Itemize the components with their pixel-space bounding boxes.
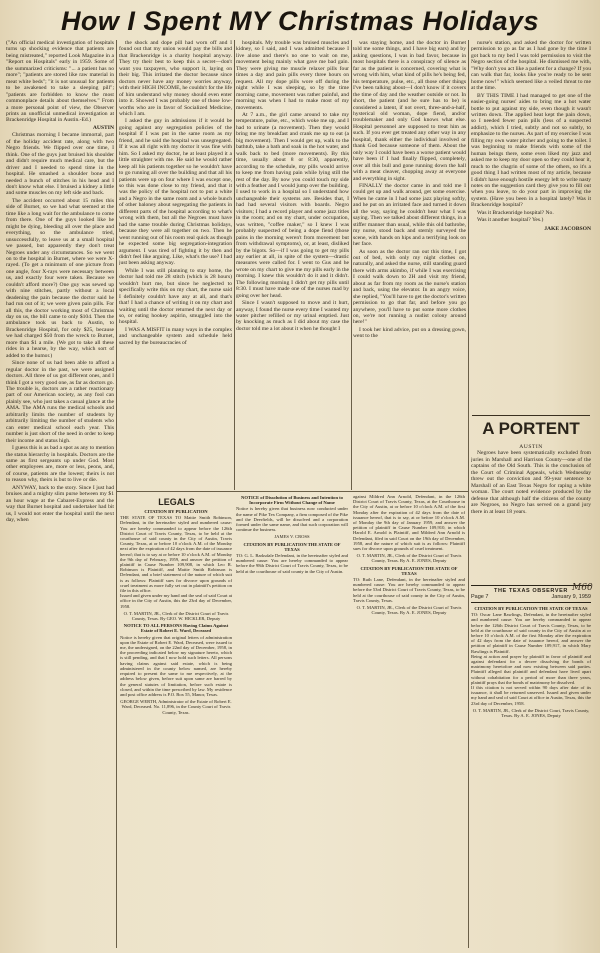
legal-signature: JAMES V. CROSS xyxy=(274,534,310,540)
article-column-1 xyxy=(6,40,114,945)
legal-heading: CITATION BY PUBLICATION xyxy=(144,509,208,514)
paragraph: BY THIS TIME I had managed to get one of the easier-going nurses' aides to bring me a hot water bottle to put against my side, even though it wasn't written down. The applied heat kept the pain down, so I needed fewer pain pills (less of a suspected addict), which I tried, subtly and not so subtly, to emphasize to the nurses. As part of my exercise I was filling my own water pitcher and going to the toilet. I was beginning to make friends with some of the human beings there, some even liked my jazz and asked me to keep my door open so they could hear it, much to the chagrin of some of the others, so it's a good thing I had written most of my article, because I didn't have enough hostile energy left to write nasty notes on the suggestion card they give you to fill out when you leave, to do your part in improving the system. (Have you been in a hospital lately? Was it Brackenridge hospital? xyxy=(471,92,591,209)
legal-text: Notice is hereby given that original letters of administration upon the Estate of Robert E. Ward, Deceased, were issued to me, the undersigned, on the 22nd day of December, 1958, in the proceeding indicated below my signature hereto, which is still pending, and that I now hold such letters. All persons having claims against said estate, which is being administered in the county below named, are hereby required to present the same to me respectively, at the address below given, before suit upon same are barred by the general statutes of limitation, before such estate is closed, and within the time prescribed by law. My residence and post office address is P.O. Box 55, Manor, Texas. xyxy=(120,634,232,697)
portent-title: A PORTENT xyxy=(472,415,590,439)
column-rule xyxy=(468,40,469,948)
paragraph: Since none of us had been able to afford a regular doctor in the past, we were assigned doctors. All three of us got different ones, and I think I got a very good one, as far as doctors go. The trouble is, doctors are a rather reactionary part of our American society, as any fool can plainly see, who just takes a casual glance at the AMA. The AMA runs the medical schools and arbitrarily limits the number of students by arbitrarily limiting the number of students who can enter medical school each year. This number is just short of the need in order to keep their income and status high. xyxy=(6,360,114,444)
editor-intro: ("An official medical investigation of hospitals turns up shocking evidence that patients are being mistreated," reported Look Magazine in a "Report on Hospitals" early in 1959. Some of the summarized criticisms: "... a patient has no more"; "patients are stored like raw material in meat white beds"; "it is not unusual for patients to be awakened to take a sleeping pill"; "patients are forbidden to know the most commonplace details about themselves." From a more personal point of view, the Observer prints an unofficial unmedical investigation at Brackenridge Hospital in Austin.-Ed.) xyxy=(6,40,114,124)
legal-signature: O. T. MARTIN, JR., Clerk of the District Court, Travis County, Texas. By A. E. JONES, Deputy xyxy=(472,707,590,719)
paragraph: Since I wasn't supposed to move and it hurt, anyway, I found the nurse every time I wanted my water pitcher refilled or my urinal emptied. Just by knocking as much as I did about my case the doctor told me a lot about it when he thought I xyxy=(236,300,349,332)
paragraph: I WAS A MISFIT in many ways in the complex and unchangeable system and schedule held sacred by the bureaucracies of xyxy=(119,326,232,346)
paragraph: While I was still planning to stay home, the doctor had told me 28 stitch (which is 28 hours) wouldn't hurt me, but since he neglected to specifically write this on my chart, the nurse said I definitely couldn't have any at all, and that's that! I had a chance of writing it on my chart and waiting until the doctor returned the next day or so, or eating hookey aspirin, smuggled into the hospital. xyxy=(119,267,232,326)
legal-heading: CITATION BY PUBLICATION THE STATE OF TEXAS xyxy=(243,541,341,552)
article-column-5 xyxy=(471,40,591,410)
article-column-4 xyxy=(353,40,466,526)
legal-text: TO: Oscar Lane Rawlings, Defendant, in the hereinafter styled and numbered cause: You are hereby commanded to appear before the 126th District Court of Travis County, Texas, to be held at the courthouse of said county in the City of Austin at or before 10 o'clock A.M. of the first Monday after the expiration of 42 days from the date of issuance hereof, and answer the petition of plaintiff in Cause Number 109,917, in which Mary Rawlings is Plaintiff. xyxy=(471,612,591,654)
paragraph: I took her kind advice, put on a dressing gown, went to the xyxy=(353,326,466,340)
legal-text: TO: Ruth Lane, Defendant, in the hereinafter styled and numbered cause: You are hereby commanded to appear before the 53rd District Court of Travis County, Texas, to be held at the courthouse of said county in the City of Austin, Travis County, Texas. xyxy=(353,577,465,603)
paragraph: Was it another hospital? Yes.) xyxy=(477,217,544,224)
article-column-3 xyxy=(236,40,349,526)
dateline: AUSTIN xyxy=(92,124,114,131)
article-column-2 xyxy=(119,40,232,526)
paragraph: At 7 a.m., the girl came around to take my temperature, pulse, etc., which woke me up, and I had to urinate (a movement). Then they would bring me my breakfast and crank me up to eat (a big movement). Then I would get up, walk to the bathtub, take a bath and soak in the hot water, and walk back to bed (more movements). By this time, usually about 8 or 8:30, apparently, according to the schedule, my pills would arrive to keep me from having pain while lying still the rest of the day. By now you could touch my side with a feather and I would jump over the building. I used to work in a hospital so I understand how unchangeable their systems are. Besides that, I had had several visitors with boards. Negro visitors; I had a record player and some jazz titles in the room; and on my chart, under occupation, was written, "coffee maker," so I knew I was probably suspected of being a dope fiend (those pains in the morning weren't from movement but from withdrawal symptoms), or, at least, disliked by the bigots. So—if I was going to get my pills any earlier at all, in spite of the system—drastic measures were called for. I went to Gus and he wrote on my chart to give me my pills early in the morning. I knew this wouldn't do it and it didn't. The following morning I didn't get my pills until 8:30. I must have made one of the nurses mad by going over her head. xyxy=(236,111,349,299)
legal-text: Issued and given under my hand and the seal of said Court at office in the City of Austin, this the 23rd day of December, 1958. xyxy=(120,593,232,609)
legal-signature: O. T. MARTIN, JR., Clerk of the District Court of Travis County, Texas. By GEO. W. HICKLER, Deputy xyxy=(123,610,229,622)
legal-heading: NOTICE TO ALL PERSONS Having Claims Against Estate of Robert E. Ward, Deceased xyxy=(123,623,229,634)
column-rule xyxy=(351,40,352,490)
legals-column-3 xyxy=(353,494,465,934)
legal-heading: NOTICE of Dissolution of Business and Intention to Incorporate Firm Without Change of Name xyxy=(241,495,343,506)
legal-text: If this citation is not served within 90 days after date of its issuance, it shall be returned unserved. Issued and given under my hand and seal of said Court at office in Austin, Texas, this the 23rd day of December, 1958. xyxy=(471,685,591,706)
paragraph: I asked the guy in admissions if it would be going against any segregation policies of the hospital if I was put in the same room as my friend, and he said the hospital was unsegregated. If it was all right with my doctor it was fine with him. So I asked my doctor, he at least played it a little straighter with me. He said he would rather keep all his patients together so he wouldn't have to go running all over the building and that all his patients were up on four where I was except one, so this was done close to my friend, and that it was the policy of the hospital not to put a white and a Negro in the same room and a whole bunch of other baloney about segregating the patients in different parts of the hospital according to what's wrong with them, but all the Negroes must have had the same trouble during Christmas holidays, because they were all together on two. Then he went running out of his room real quick as though he expected some big segregation-integration argument. I was tired of fighting it by then and didn't feel like arguing. Like, what's the use? I had just been asking anyway. xyxy=(119,118,232,267)
paragraph: Christmas morning I became immortal, part of the holiday accident rate, along with two Negro friends. We flipped over one time, I think. One of the guys just bruised his shoulder and didn't require much medical care, but the driver and I needed to spend time in the hospital. He smashed a shoulder bone and needed a bunch of stitches in his head and I don't know what else. I bruised a kidney a little and some muscles on my left side and back. xyxy=(6,132,114,197)
legal-signature: O. T. MARTIN, JR., Clerk of the District Court of Travis County, Texas. By A. E. JONES, Deputy xyxy=(356,553,462,564)
handwritten-mark: M60 xyxy=(572,583,593,593)
paragraph: Was it Brackenridge hospital? No. xyxy=(477,209,554,216)
legals-column-4 xyxy=(471,605,591,935)
page-number: Page 7 xyxy=(471,594,489,600)
legals-title: LEGALS xyxy=(158,497,195,507)
legal-signature: GEORGE WERTH, Administrator of the Estate of Robert E. Ward, Deceased. No. 11,896, in the County Court of Travis County, Texas. xyxy=(120,699,232,715)
paragraph: the shock and dope pill had worn off and I found out that my union would pay the bills and that Brackenridge is a charity hospital anyway. They try their best to keep this a secret—don't want you taxpayers, who support it, laying on their big. This irritated the doctor because since doctors never have any money worries anyway, with their HIGH INCOME, he couldn't for the life of him understand why money should even enter into it. Showed I was probably one of those low-worths who are in favor of Socialized Medicine, which I am. xyxy=(119,40,232,117)
column-rule xyxy=(234,40,235,490)
legal-text: Being at action and prayer by plaintiff in favor of plaintiff and against defendant for a decree dissolving the bonds of matrimony heretofore and now existing between said parties. Plaintiff alleged that plaintiff and defendant have lived apart without cohabitation for a period of more than three years, plaintiff prays that the bonds of matrimony be dissolved. xyxy=(471,653,591,685)
paragraph: was staying home, and the doctor in Burnet told me some things, and I have big ears) and by asking questions, I was in bad favor, because in most hospitals there is a conspiracy of silence as far as the patient is concerned, covering what is wrong with him, what kind of pills he's being fed, his temperature, pulse, etc., all those other things I've been talking about—I don't know if it covers the time of day and the weather outside or not. In short, the patient (and he sure has to be) is considered a latent, if not overt, three-and-a-half, hysterical old woman, dope fiend, and/or troublemaker and only God knows what else. Hospital personnel are supposed to treat him as such. If you ever get treated any other way in any hospital, thank either the individual involved or thank God because someone of them. About the only way I could have been a worse patient would have been if I had finally flipped, completely, over all this bull and gone running down the hall with a meat cleaver, chopping away at everyone and everything in sight. xyxy=(353,40,466,182)
legals-column-2 xyxy=(236,494,348,934)
legal-text: Notice is hereby given that business now conducted under the name of Pike Tex Company, a firm composed of the Pike and the Deerfields, will be dissolved and a corporation formed under the same name, and that such corporation will continue the business. xyxy=(236,506,348,533)
legal-heading: CITATION BY PUBLICATION THE STATE OF TEXAS xyxy=(474,606,588,611)
legal-text: against Mildred Ann Arnold, Defendant, in the 126th District Court of Travis County, Texas, at the Courthouse in the City of Austin, at or before 10 o'clock A.M. of the first Monday after the expiration of 42 days from the date of issuance hereof, that is to say, at or before 10 o'clock A.M. of Monday the 9th day of January 1959, and answer the petition of plaintiff in Cause Number 109,910, in which Harold E. Arnold is Plaintiff, and Mildred Ann Arnold is Defendant, filed in said Court on the 19th day of December, 1958, and the nature of which suit is as follows: Plaintiff sues for divorce upon grounds of cruel treatment. xyxy=(353,494,465,552)
issue-date: January 9, 1959 xyxy=(551,594,591,600)
portent-article xyxy=(471,443,591,583)
paragraph: nurse's station, and asked the doctor for written permission to go as far as I had gone by the time I got back to my bed I was told permission to visit the Negro section of the hospital. He dismissed me with, "Why don't you act like a patient for a change? If you can walk that far, looks like you're ready to be sent home now!" which seemed like a veiled threat to me at the time. xyxy=(471,40,591,92)
portent-text: Negroes have been systematically excluded from juries in Marshall and Harrison County—one of the captains of the Old South. This is the conclusion of the Court of Criminal Appeals, which Wednesday threw out the conviction and 99-year sentence to Marshall of an East Texas Negro for raping a white woman. The court noted evidence produced by the defense that although half the citizens of the county are Negroes, no Negro has served on a grand jury there in at least 18 years. xyxy=(471,450,591,515)
legal-text: THE STATE OF TEXAS TO Mattie Smith Robinson, Defendant, in the hereinafter styled and numbered cause: You are hereby commanded to appear before the 126th District Court of Travis County, Texas, to be held at the courthouse of said county in the City of Austin, Travis County, Texas, at or before 10 o'clock A.M. of the Monday next after the expiration of 42 days from the date of issuance hereof; that is to say at or before 10 o'clock A.M. of Monday the 9th day of February, 1959, and answer the petition of plaintiff in Cause Number 109,908, in which Leo R. Robinson is Plaintiff, and Mattie Smith Robinson is Defendant, and a brief statement of the nature of which suit is as follows: Plaintiff sues for divorce upon grounds of cruel treatment as more fully set out in plaintiff's petition on file in this office. xyxy=(120,515,232,594)
byline: JAKE JACOBSON xyxy=(544,225,591,232)
paragraph: I guess this is as bad a spot as any to mention the status hierarchy in hospitals. Doctors are the same as first sergeants up under God. Most other employees are, more or less, peons, and, of course, patients are the lowest; theirs is not to reason why, theirs is but to live or die. xyxy=(6,445,114,484)
paragraph: The accident occurred about 15 miles this side of Burnet, so we had what seemed at the time like a long wait for the ambulance to come from there. One of the guys looked like he might be dying, bleeding all over the place and everything, so the ambulance tried, unsuccessfully, to leave us at a small hospital we passed, but apparently they don't treat Negroes under any circumstances. So we went on to the hospital in Burnet, where we were X-rayed. (To get a minimum of one picture from one angle, four X-rays were necessary between us, and exactly four were taken. Because we couldn't afford more?) One guy was sewed up with nine stitches, partly without a local deadening the pain because the doctor said he had run out of it; we were given pain pills. For all this, the doctor working most of Christmas day on us, the bill came to only $104. Then the ambulance took us back to Austin, to Brackenridge Hospital, for only $25, because we had charged $50 from the wreck to Burnet, more than $1 a mile. (We got to take all these rides in a hearse, by the way, which sort of added to the humor.) xyxy=(6,197,114,359)
paragraph: hospitals. My trouble was bruised muscles and kidney, so I said, and I was admitted because I live alone and there's no one to wait on me, movement being mainly what gave me bad gain. They were giving me muscle relaxer pills four times a day and pain pills every three hours on request. All my dope pills wore off during the night while I was sleeping, so by the time morning came, movement was rather painful, and morning was when I had to make most of my movements. xyxy=(236,40,349,111)
publication-name: THE TEXAS OBSERVER xyxy=(494,588,568,594)
legal-heading: CITATION BY PUBLICATION THE STATE OF TEXAS xyxy=(360,565,458,576)
headline: How I Spent MY Christmas Holidays xyxy=(60,6,540,36)
paragraph: ANYWAY, back to the story. Since I just had bruises and a mighty slim purse between my $1 an hour wage at the Cabaret-Express and the way that Burnet hospital and undertaker had bit us, I would not enter the hospital until the next day, when xyxy=(6,484,114,524)
legals-column-1 xyxy=(120,508,232,948)
legal-text: TO: G. L. Barksdale Defendant, in the hereinafter styled and numbered cause: You are hereby commanded to appear before the 98th District Court of Travis County, Texas, to be held at the courthouse of said county in the City of Austin. xyxy=(236,553,348,574)
portent-dateline: AUSTIN xyxy=(519,444,543,450)
legal-signature: O. T. MARTIN, JR., Clerk of the District Court of Travis County, Texas. By A. E. JONES, Deputy xyxy=(356,605,462,616)
paragraph: As soon as the doctor ran out this time, I got out of bed, with only my night clothes on, naturally, and asked the nurse, still standing guard there with arms akimbo, if while I was exercising I could walk down to 2H and visit my friend, about as far from my room as the nurse's station and back, using the elevator. In an angry voice, she replied, "You'll have to get the doctor's written permission to go that far, and before you go anywhere, you'll have to put some more clothes on, we're not running a nudist colony around here!" xyxy=(353,248,466,326)
paragraph: FINALLY the doctor came in and told me I could get up and walk around, get some exercise. When he came in I had some jazz playing softly, and he put on an irritated face and turned it down all the way, saying he couldn't hear what I was saying. Then we talked about different things, in a stiffer manner than usual, while this old bathrobe, my nurse, stood back and sternly surveyed the scene, with hands on hips and a terrifying look on her face. xyxy=(353,182,466,248)
column-rule xyxy=(116,40,117,948)
section-rule xyxy=(117,491,468,492)
